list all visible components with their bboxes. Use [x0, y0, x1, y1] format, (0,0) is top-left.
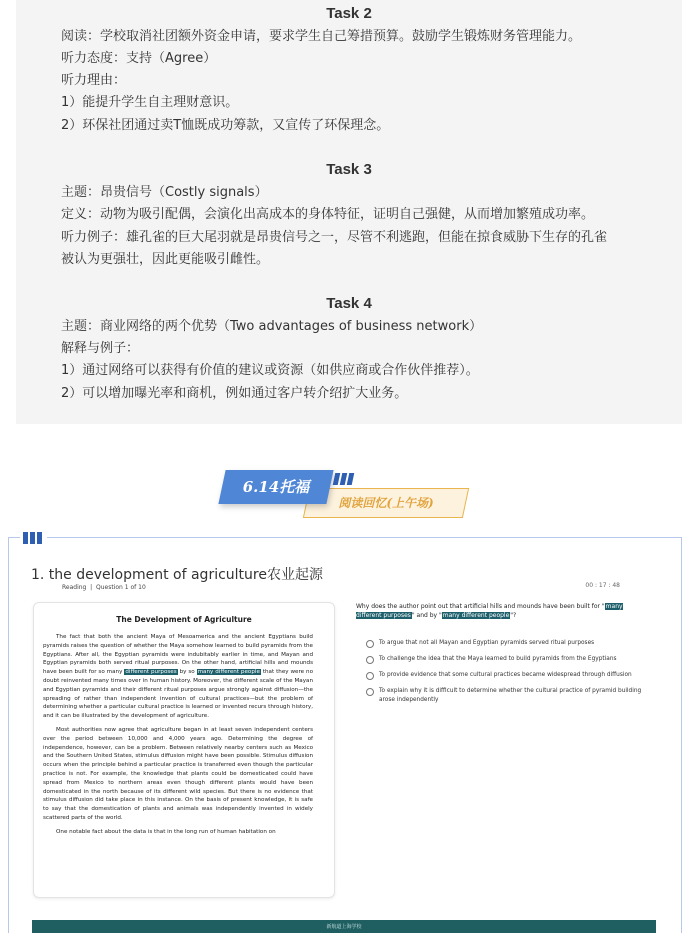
- nav-question: Question 1 of 10: [96, 584, 146, 591]
- banner-stripes-decoration: [334, 470, 355, 489]
- screenshot-nav: Reading | Question 1 of 10: [62, 584, 146, 591]
- answer-options: [366, 639, 656, 712]
- task2-line: 听力态度：支持（Agree）: [61, 51, 217, 66]
- task3-title: Task 3: [326, 161, 372, 178]
- banner-primary-label: 6.14托福: [242, 478, 310, 496]
- passage-paragraph: Most authorities now agree that agriculture began in at least seven independent centers over the period between 10,000 and 4,000 years ago. Determining the degree of independence, however, can be a problem. Between relatively nearby centers such as Mexico and the Southern United States, stimulus diffusion might have been possible. Stimulus diffusion occurs when the principle behind a particular practice is transferred even though the particular practice is not. For example, the knowledge that plants could be domesticated could have spread from Mexico to northern areas even though different plants would have been domesticated in the north because of its different wild species. But there is no evidence that stimulus diffusion did take place in this instance. On the basis of present knowledge, it is safe to say that the domestication of plants and animals was independently invented in widely scattered parts of the world.: [43, 726, 313, 821]
- task4-line: 1）通过网络可以获得有价值的建议或资源（如供应商或合作伙伴推荐）。: [61, 363, 479, 378]
- task3-line: 听力例子：雄孔雀的巨大尾羽就是昂贵信号之一，尽管不利逃跑，但能在掠食威胁下生存的孔雀: [61, 230, 608, 245]
- task3-line: 主题：昂贵信号（Costly signals）: [61, 185, 268, 200]
- task4-line: 2）可以增加曝光率和商机，例如通过客户转介绍扩大业务。: [61, 386, 408, 401]
- task2-line: 听力理由：: [61, 73, 127, 88]
- radio-button[interactable]: [366, 688, 374, 696]
- timer: 00 : 17 : 48: [585, 582, 620, 589]
- answer-option[interactable]: To explain why it is difficult to determine whether the cultural practice of pyramid building arose independently: [366, 687, 656, 705]
- nav-section: Reading: [62, 584, 87, 591]
- notes-panel: [16, 0, 682, 424]
- passage-paragraph: The fact that both the ancient Maya of Mesoamerica and the ancient Egyptians build pyramids raises the question of whether the Maya somehow learned to build pyramids from the Egyptians. After all, the Egyptian pyramids were indubitably earlier in time, and Mayan and Egyptian pyramids both served ritual purposes. On the other hand, artificial hills and mounds have been built for so many different purposes by so many different people that they were no doubt reinvented many times over in human history. Moreover, the different scale of the Mayan and Egyptian pyramids and their different ritual purposes argue strongly against diffusion—the spreading of rather than independent invention of cultural practices—but the problem of determining whether a particular cultural practice is learned or invented recurs through history, and it can be illustrated by the development of agriculture.: [43, 634, 313, 720]
- toefl-screenshot: [32, 584, 660, 933]
- section-banner: [0, 460, 686, 525]
- answer-option[interactable]: To argue that not all Mayan and Egyptian pyramids served ritual purposes: [366, 639, 656, 648]
- frame-stripes-decoration: [20, 529, 47, 548]
- task4-line: 主题：商业网络的两个优势（Two advantages of business network）: [61, 319, 483, 334]
- highlight-different-purposes: different purposes: [125, 669, 177, 676]
- task3-line: 定义：动物为吸引配偶，会演化出高成本的身体特征，证明自己强健，从而增加繁殖成功率。: [61, 207, 595, 222]
- reading-passage[interactable]: [33, 602, 335, 898]
- task2-line: 1）能提升学生自主理财意识。: [61, 95, 239, 110]
- question-highlight: many different people: [442, 612, 510, 619]
- screenshot-footer-bar: [32, 920, 656, 933]
- question-text: Why does the author point out that artificial hills and mounds have been built for "many different purposes" and by "many different people"?: [356, 603, 623, 619]
- task4-title: Task 4: [326, 295, 372, 312]
- footer-watermark: 新航道上海学校: [326, 924, 362, 930]
- answer-option[interactable]: To provide evidence that some cultural practices became widespread through diffusion: [366, 671, 656, 680]
- passage-paragraph: One notable fact about the data is that in the long run of human habitation on: [56, 828, 276, 835]
- task4-line: 解释与例子：: [61, 341, 140, 356]
- radio-button[interactable]: [366, 672, 374, 680]
- highlight-many-different-people: many different people: [197, 669, 260, 676]
- question-highlight: many different purposes: [356, 603, 623, 619]
- radio-button[interactable]: [366, 640, 374, 648]
- section-title: 1. the development of agriculture农业起源: [31, 567, 323, 583]
- task3-line: 被认为更强壮，因此更能吸引雌性。: [61, 252, 270, 267]
- answer-option[interactable]: To challenge the idea that the Maya learned to build pyramids from the Egyptians: [366, 655, 656, 664]
- task2-line: 2）环保社团通过卖T恤既成功筹款，又宣传了环保理念。: [61, 118, 390, 133]
- passage-title: The Development of Agriculture: [116, 615, 252, 624]
- radio-button[interactable]: [366, 656, 374, 664]
- passage-body: [43, 633, 313, 842]
- task2-title: Task 2: [326, 5, 372, 22]
- banner-secondary-label: 阅读回忆(上午场): [338, 496, 434, 510]
- task2-line: 阅读：学校取消社团额外资金申请，要求学生自己筹措预算。鼓励学生锻炼财务管理能力。: [61, 29, 582, 44]
